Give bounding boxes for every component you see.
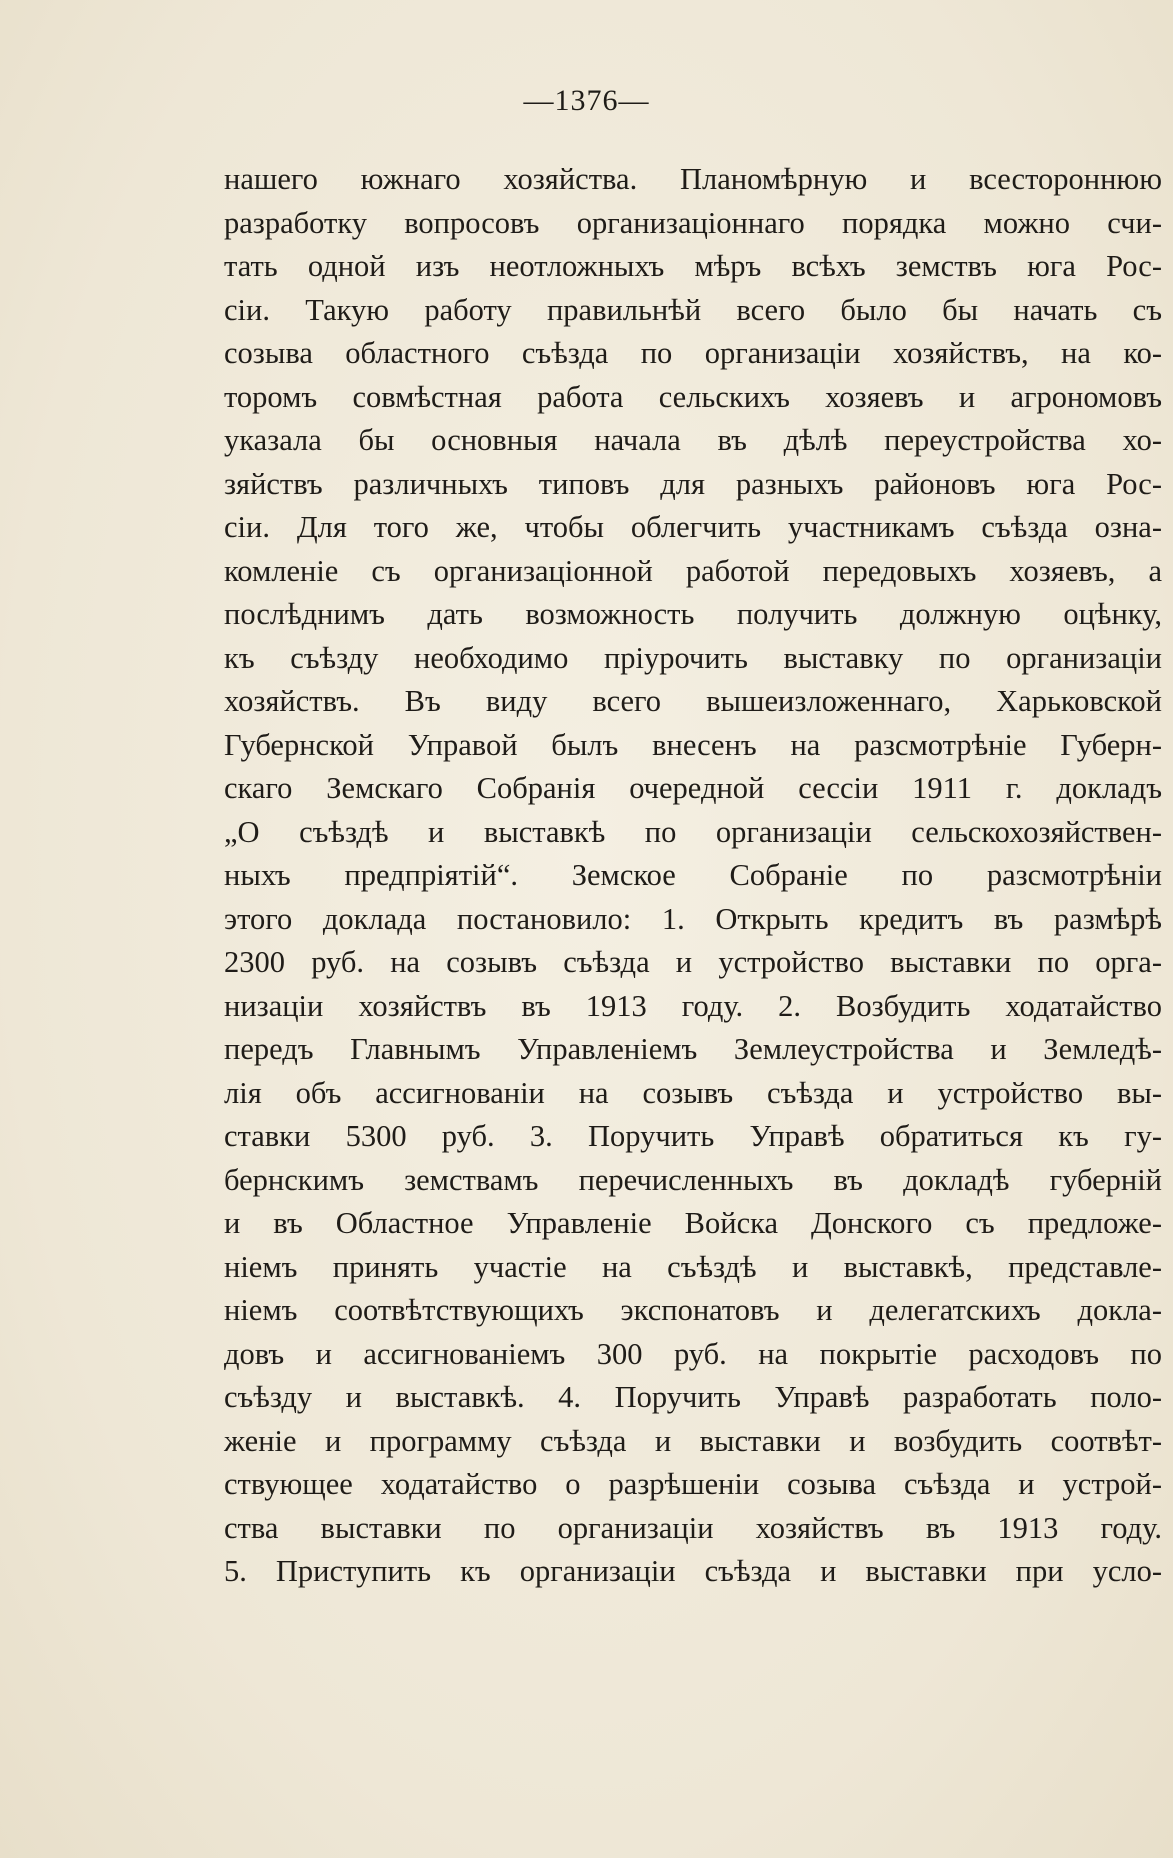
text-line: комленіе съ организаціонной работой передовыхъ хозяевъ, а xyxy=(224,553,1162,588)
text-line: нашего южнаго хозяйства. Планомѣрную и всестороннюю xyxy=(224,162,1162,196)
text-line: ніемъ соотвѣтствующихъ экспонатовъ и делегатскихъ докла- xyxy=(224,1293,1162,1327)
text-line: ства выставки по организаціи хозяйствъ въ 1913 году. xyxy=(224,1510,1162,1545)
text-line: и въ Областное Управленіе Войска Донского съ предложе- xyxy=(224,1206,1162,1240)
text-line: хозяйствъ. Въ виду всего вышеизложеннаго, Харьковской xyxy=(224,684,1162,718)
text-line: лія объ ассигнованіи на созывъ съѣзда и устройство вы- xyxy=(224,1075,1162,1110)
text-line: 2300 руб. на созывъ съѣзда и устройство выставки по орга- xyxy=(224,945,1162,979)
text-line: скаго Земскаго Собранія очередной сессіи 1911 г. докладъ xyxy=(224,771,1162,805)
text-line: ставки 5300 руб. 3. Поручить Управѣ обратиться къ гу- xyxy=(224,1119,1162,1153)
text-line: ствующее ходатайство о разрѣшеніи созыва съѣзда и устрой- xyxy=(224,1467,1162,1501)
text-line: довъ и ассигнованіемъ 300 руб. на покрытіе расходовъ по xyxy=(224,1336,1162,1371)
text-line: созыва областного съѣзда по организаціи хозяйствъ, на ко- xyxy=(224,336,1162,370)
text-line: торомъ совмѣстная работа сельскихъ хозяевъ и агрономовъ xyxy=(224,379,1162,414)
text-line: тать одной изъ неотложныхъ мѣръ всѣхъ земствъ юга Рос- xyxy=(224,249,1162,283)
text-line: къ съѣзду необходимо пріурочить выставку по организаціи xyxy=(224,640,1162,675)
text-line: съѣзду и выставкѣ. 4. Поручить Управѣ разработать поло- xyxy=(224,1380,1162,1414)
text-line: передъ Главнымъ Управленіемъ Землеустройства и Земледѣ- xyxy=(224,1032,1162,1066)
text-line: низаціи хозяйствъ въ 1913 году. 2. Возбудить ходатайство xyxy=(224,988,1162,1023)
text-line: ніемъ принять участіе на съѣздѣ и выставкѣ, представле- xyxy=(224,1249,1162,1284)
text-line: сіи. Для того же, чтобы облегчить участникамъ съѣзда озна- xyxy=(224,510,1162,544)
text-line: указала бы основныя начала въ дѣлѣ переустройства хо- xyxy=(224,423,1162,457)
text-line: ныхъ предпріятій“. Земское Собраніе по разсмотрѣніи xyxy=(224,858,1162,892)
text-line: послѣднимъ дать возможность получить должную оцѣнку, xyxy=(224,597,1162,631)
text-line: зяйствъ различныхъ типовъ для разныхъ районовъ юга Рос- xyxy=(224,466,1162,501)
text-line: женіе и программу съѣзда и выставки и возбудить соотвѣт- xyxy=(224,1423,1162,1458)
body-text xyxy=(224,158,1162,1594)
text-line: сіи. Такую работу правильнѣй всего было бы начать съ xyxy=(224,292,1162,327)
text-line: бернскимъ земствамъ перечисленныхъ въ докладѣ губерній xyxy=(224,1162,1162,1197)
text-line: 5. Приступить къ организаціи съѣзда и выставки при усло- xyxy=(224,1554,1162,1588)
text-line: этого доклада постановило: 1. Открыть кредитъ въ размѣрѣ xyxy=(224,901,1162,936)
page-number: —1376— xyxy=(523,84,650,117)
text-line: разработку вопросовъ организаціоннаго порядка можно счи- xyxy=(224,205,1162,240)
text-line: Губернской Управой былъ внесенъ на разсмотрѣніе Губерн- xyxy=(224,727,1162,762)
text-line: „О съѣздѣ и выставкѣ по организаціи сельскохозяйствен- xyxy=(224,814,1162,849)
